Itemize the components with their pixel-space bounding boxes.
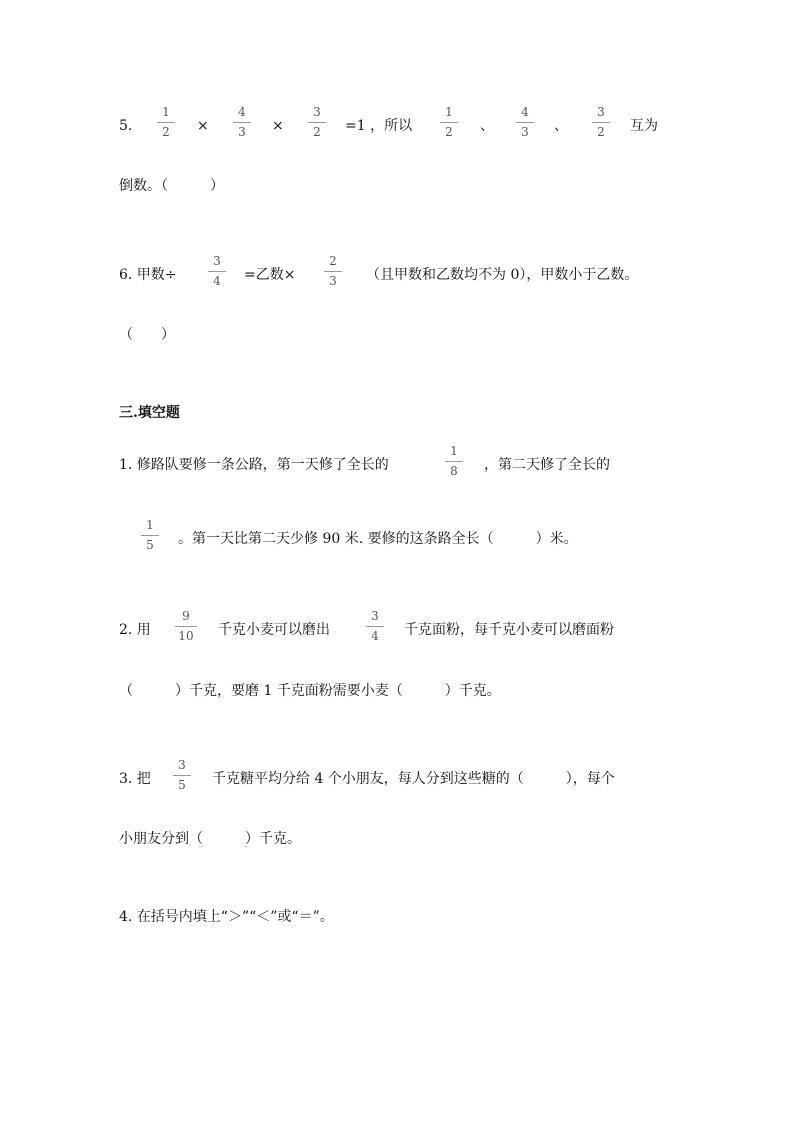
numerator: 3 <box>178 758 186 772</box>
question-mid: 千克小麦可以磨出 <box>218 622 330 638</box>
fill-question-2-line-1 <box>0 609 794 649</box>
fill-question-3-line-1 <box>0 758 794 798</box>
question-lead: 1. 修路队要修一条公路，第一天修了全长的 <box>119 457 389 473</box>
question-lead: 6. 甲数÷ <box>119 267 177 283</box>
numerator: 1 <box>445 105 453 119</box>
question-tail: ，第二天修了全长的 <box>484 457 610 473</box>
denominator: 8 <box>450 464 458 478</box>
fill-question-4-line-1 <box>0 896 794 936</box>
fraction <box>173 758 191 792</box>
numerator: 4 <box>521 105 529 119</box>
denominator: 3 <box>521 125 529 139</box>
numerator: 3 <box>371 609 379 623</box>
question-6-line-2 <box>0 314 794 354</box>
section-title: 三.填空题 <box>119 405 180 421</box>
fill-question-3-line-2 <box>0 818 794 858</box>
fill-question-1-line-2 <box>0 518 794 558</box>
fraction <box>157 105 175 139</box>
fill-question-2-line-2 <box>0 670 794 710</box>
denominator: 3 <box>329 274 337 288</box>
fraction <box>208 254 226 288</box>
denominator: 4 <box>371 629 379 643</box>
numerator: 9 <box>182 609 190 623</box>
tail-text: 互为 <box>630 118 658 134</box>
question-text: 小朋友分到（ ）千克。 <box>119 831 301 847</box>
numerator: 1 <box>146 518 154 532</box>
denominator: 3 <box>238 125 246 139</box>
question-lead: 2. 用 <box>119 622 151 638</box>
answer-blank-text: 倒数。（ ） <box>119 178 224 194</box>
denominator: 2 <box>313 125 321 139</box>
section-heading <box>0 392 794 432</box>
answer-blank-text: （ ） <box>119 327 175 343</box>
fraction <box>440 105 458 139</box>
question-text: （ ）千克，要磨 1 千克面粉需要小麦（ ）千克。 <box>119 683 501 699</box>
question-5-line-2 <box>0 165 794 205</box>
equation-text: =1 ，所以 <box>345 118 413 134</box>
fraction <box>592 105 610 139</box>
fraction <box>141 518 159 552</box>
numerator: 4 <box>238 105 246 119</box>
separator: 、 <box>480 118 494 134</box>
separator: 、 <box>554 118 568 134</box>
denominator: 2 <box>162 125 170 139</box>
question-text: 4. 在括号内填上“＞”“＜”或“＝”。 <box>119 909 334 925</box>
question-number: 5. <box>119 118 133 134</box>
denominator: 4 <box>213 274 221 288</box>
numerator: 2 <box>329 254 337 268</box>
times-sign: × <box>272 118 284 134</box>
fill-question-1-line-1 <box>0 444 794 484</box>
numerator: 3 <box>213 254 221 268</box>
fraction <box>233 105 251 139</box>
question-tail: 千克面粉，每千克小麦可以磨面粉 <box>404 622 614 638</box>
numerator: 3 <box>313 105 321 119</box>
question-tail: （且甲数和乙数均不为 0），甲数小于乙数。 <box>366 267 639 283</box>
question-tail: 千克糖平均分给 4 个小朋友，每人分到这些糖的（ ），每个 <box>212 771 615 787</box>
denominator: 5 <box>146 538 154 552</box>
question-text: 。第一天比第二天少修 90 米. 要修的这条路全长（ ）米。 <box>178 531 578 547</box>
fraction <box>516 105 534 139</box>
denominator: 2 <box>445 125 453 139</box>
fraction <box>366 609 384 643</box>
fraction <box>308 105 326 139</box>
denominator: 2 <box>597 125 605 139</box>
question-mid: =乙数× <box>244 267 296 283</box>
numerator: 1 <box>162 105 170 119</box>
question-lead: 3. 把 <box>119 771 151 787</box>
denominator: 10 <box>178 629 194 643</box>
fraction <box>175 609 197 643</box>
times-sign: × <box>197 118 209 134</box>
fraction <box>324 254 342 288</box>
question-5-line-1 <box>0 105 794 145</box>
question-6-line-1 <box>0 254 794 294</box>
numerator: 3 <box>597 105 605 119</box>
denominator: 5 <box>178 778 186 792</box>
fraction <box>445 444 463 478</box>
numerator: 1 <box>450 444 458 458</box>
